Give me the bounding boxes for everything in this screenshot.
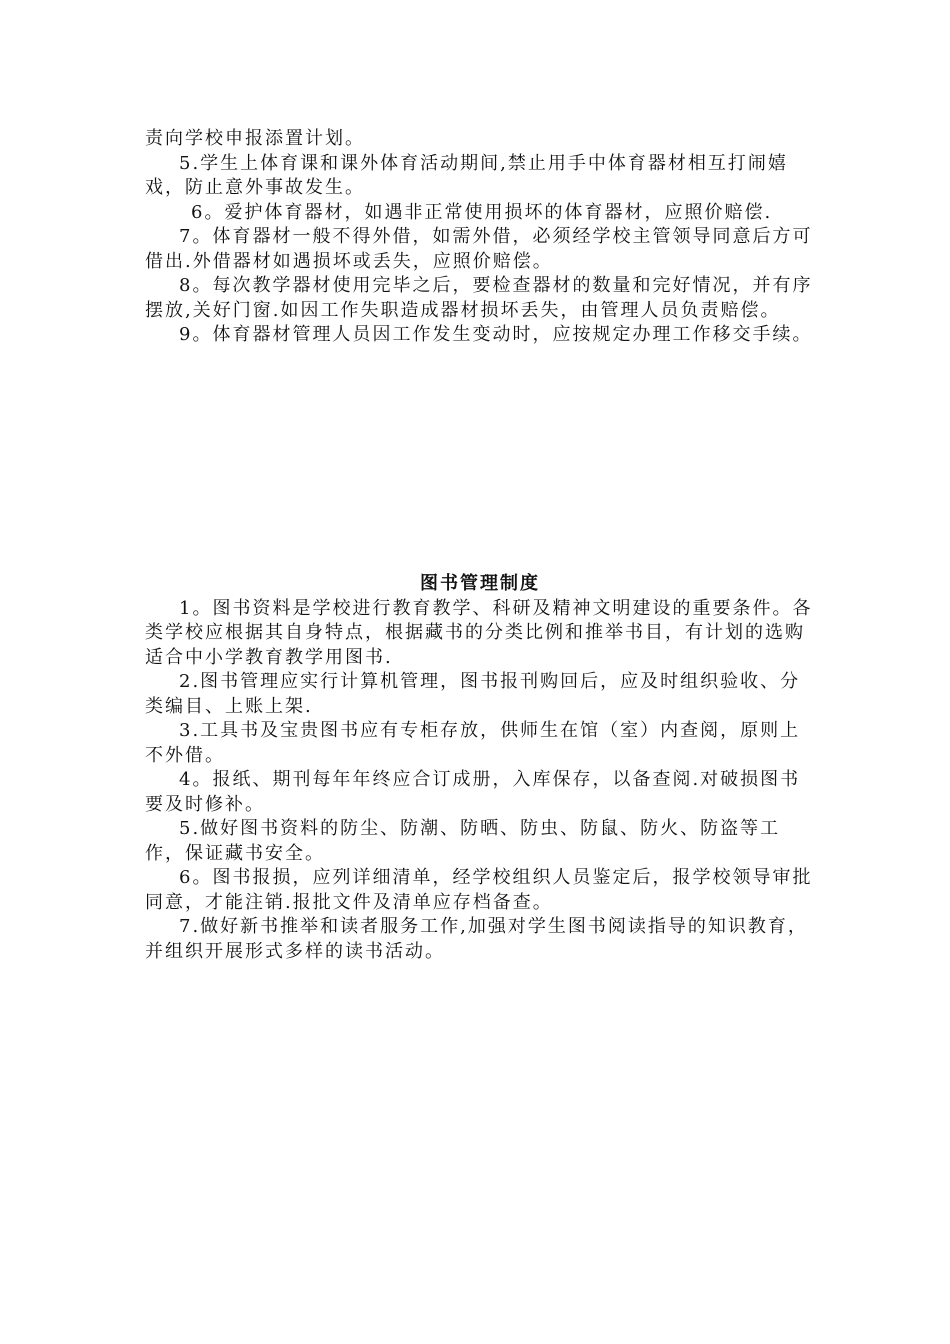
equipment-rules-continued xyxy=(145,127,815,348)
paragraph-library-5: 5.做好图书资料的防尘、防潮、防晒、防虫、防鼠、防火、防盗等工作，保证藏书安全。 xyxy=(145,818,781,864)
paragraph-library-6: 6。图书报损，应列详细清单，经学校组织人员鉴定后，报学校领导审批同意，才能注销.报批文件及清单应存档备查。 xyxy=(145,867,813,913)
paragraph-rule-9: 9。体育器材管理人员因工作发生变动时，应按规定办理工作移交手续。 xyxy=(179,324,813,345)
paragraph-rule-6: 6。爱护体育器材，如遇非正常使用损坏的体育器材，应照价赔偿. xyxy=(191,201,773,223)
paragraph-rule-5: 5.学生上体育课和课外体育活动期间,禁止用手中体育器材相互打闹嬉戏，防止意外事故发生。 xyxy=(145,152,788,198)
paragraph-library-1: 1。图书资料是学校进行教育教学、科研及精神文明建设的重要条件。各类学校应根据其自身特点，根据藏书的分类比例和推举书目，有计划的选购适合中小学教育教学用图书. xyxy=(145,597,813,668)
paragraph-library-4: 4。报纸、期刊每年年终应合订成册，入库保存，以备查阅.对破损图书要及时修补。 xyxy=(145,769,801,815)
section-title: 图书管理制度 xyxy=(420,573,540,594)
paragraph-rule-8: 8。每次教学器材使用完毕之后，要检查器材的数量和完好情况，并有序摆放,关好门窗.如因工作失职造成器材损坏丢失，由管理人员负责赔偿。 xyxy=(145,275,813,321)
paragraph-library-7: 7.做好新书推举和读者服务工作,加强对学生图书阅读指导的知识教育，并组织开展形式多样的读书活动。 xyxy=(145,916,808,962)
paragraph-library-3: 3.工具书及宝贵图书应有专柜存放，供师生在馆（室）内查阅，原则上不外借。 xyxy=(145,720,801,766)
paragraph-rule-7: 7。体育器材一般不得外借，如需外借，必须经学校主管领导同意后方可借出.外借器材如遇损坏或丢失，应照价赔偿。 xyxy=(145,226,813,272)
library-rules xyxy=(145,572,815,964)
paragraph-continuation: 责向学校申报添置计划。 xyxy=(145,128,365,149)
paragraph-library-2: 2.图书管理应实行计算机管理，图书报刊购回后，应及时组织验收、分类编目、上账上架. xyxy=(145,671,801,717)
